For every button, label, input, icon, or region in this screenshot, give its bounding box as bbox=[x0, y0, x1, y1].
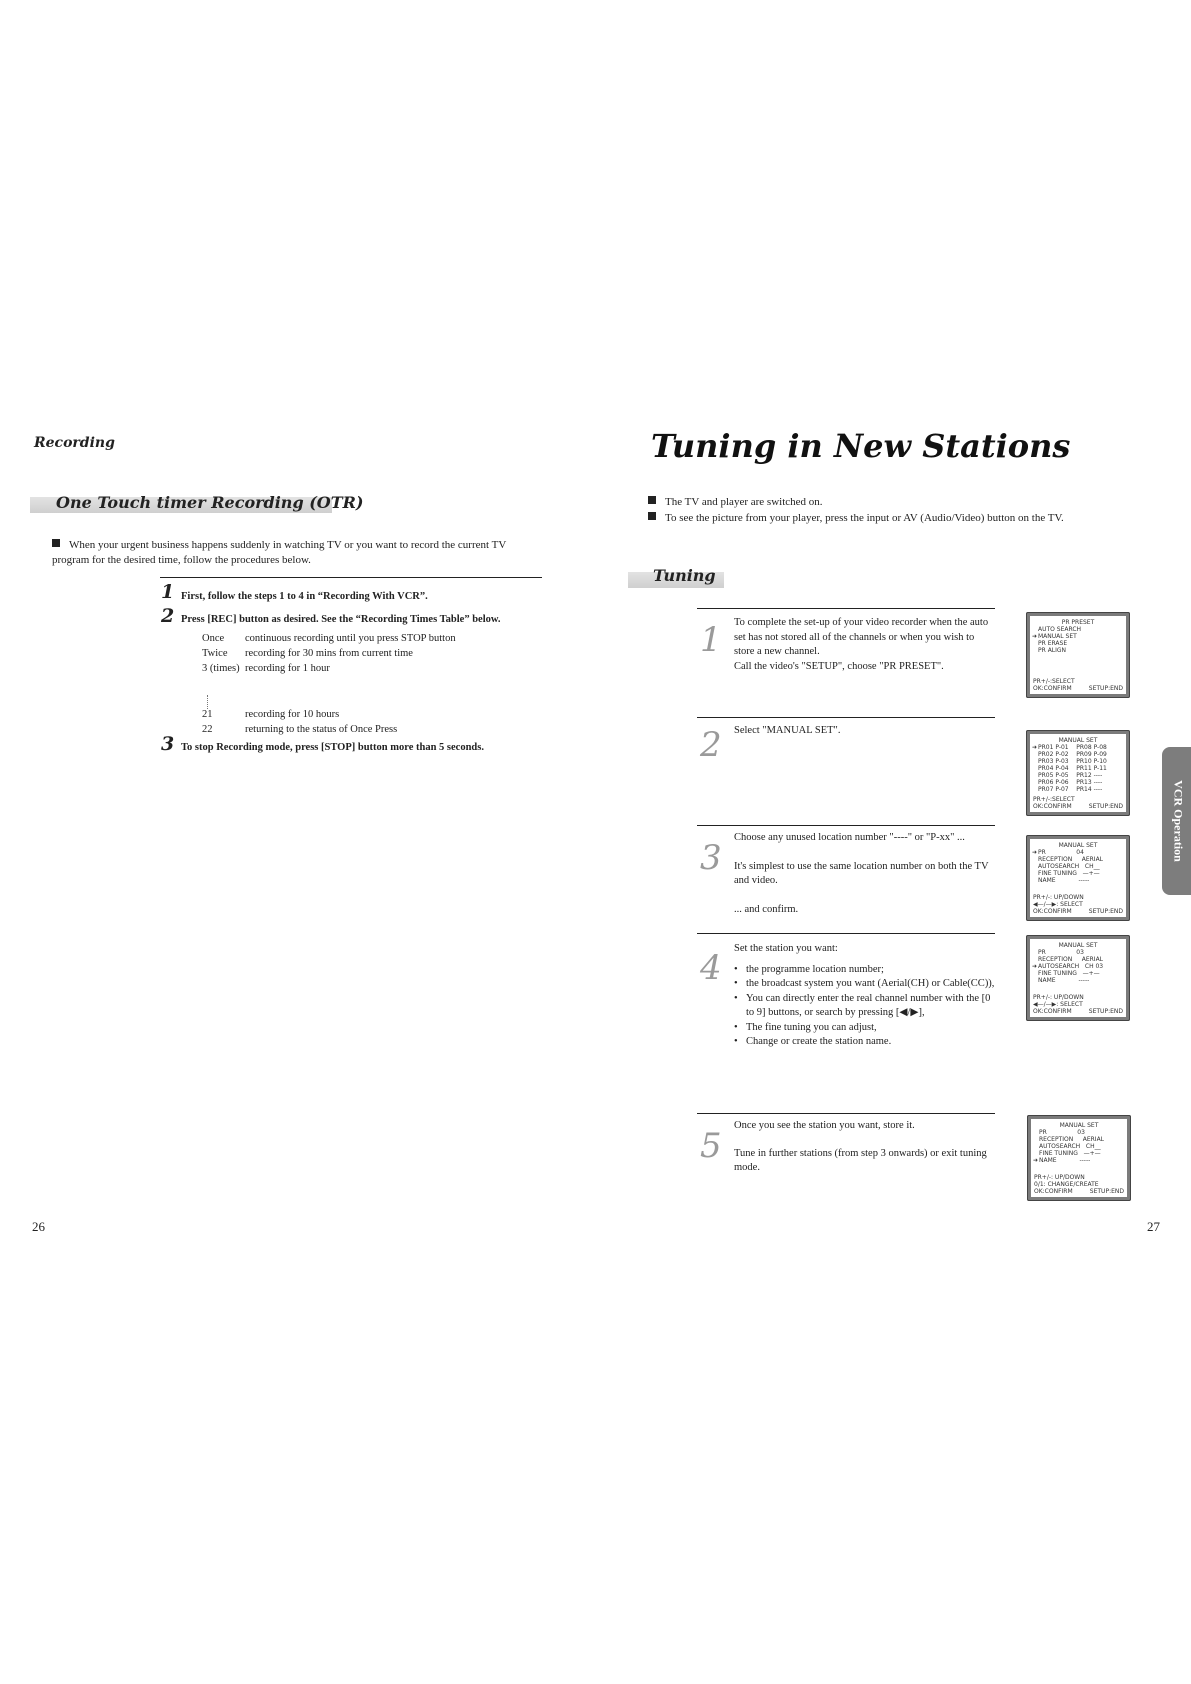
step-5-body bbox=[734, 1119, 996, 1176]
intro-bullet bbox=[648, 511, 1168, 526]
step-2-para: Select "MANUAL SET". bbox=[734, 725, 841, 736]
osd-menu-line bbox=[1031, 1136, 1127, 1143]
osd-screen-manual-set-name bbox=[1027, 1115, 1131, 1201]
arrow-right-icon: ➜ bbox=[1032, 744, 1038, 751]
osd-display bbox=[1031, 1119, 1127, 1197]
press-count: Once bbox=[202, 633, 225, 644]
page-number-right: 27 bbox=[1147, 1219, 1160, 1234]
step-1-body bbox=[734, 616, 996, 674]
osd-line-text: RECEPTION AERIAL bbox=[1038, 956, 1104, 963]
osd-footer-line: SETUP:END bbox=[1088, 908, 1123, 915]
osd-menu-line bbox=[1031, 1129, 1127, 1136]
osd-footer-line: 0/1: CHANGE/CREATE bbox=[1034, 1181, 1099, 1188]
osd-menu-line bbox=[1031, 1143, 1127, 1150]
section-label: Recording bbox=[34, 435, 115, 451]
osd-menu-line bbox=[1030, 977, 1126, 984]
step-1-para: Call the video's "SETUP", choose "PR PRESET". bbox=[734, 660, 944, 672]
osd-line-text: PR03 P-03 PR10 P-10 bbox=[1038, 758, 1107, 765]
arrow-right-icon: ➜ bbox=[1032, 849, 1038, 856]
osd-menu-line bbox=[1031, 1150, 1127, 1157]
osd-line-text: PR01 P-01 PR08 P-08 bbox=[1038, 744, 1107, 751]
step-4-list bbox=[734, 963, 996, 1050]
osd-display bbox=[1030, 734, 1126, 812]
osd-menu-line bbox=[1030, 786, 1126, 793]
press-desc: returning to the status of Once Press bbox=[245, 724, 398, 735]
osd-line-text: PR04 P-04 PR11 P-11 bbox=[1038, 765, 1107, 772]
divider bbox=[697, 717, 995, 718]
press-desc: continuous recording until you press STOP button bbox=[245, 633, 456, 644]
osd-menu-line bbox=[1030, 647, 1126, 654]
osd-screen-manual-set-list bbox=[1026, 730, 1130, 816]
osd-footer bbox=[1033, 994, 1123, 1015]
osd-line-text: RECEPTION AERIAL bbox=[1038, 856, 1104, 863]
otr-intro bbox=[52, 538, 522, 568]
list-item: • the programme location number; bbox=[744, 963, 996, 978]
side-tab-label: VCR Operation bbox=[1171, 780, 1186, 862]
page-title: Tuning in New Stations bbox=[651, 427, 1071, 465]
osd-menu-line bbox=[1030, 970, 1126, 977]
osd-menu-line bbox=[1030, 758, 1126, 765]
step-4-intro: Set the station you want: bbox=[734, 943, 838, 954]
list-item: • the broadcast system you want (Aerial(CH) or Cable(CC)), bbox=[744, 977, 996, 992]
osd-footer bbox=[1034, 1174, 1124, 1195]
divider bbox=[697, 1113, 995, 1114]
osd-menu-line bbox=[1030, 963, 1126, 970]
osd-line-text: RECEPTION AERIAL bbox=[1039, 1136, 1105, 1143]
divider bbox=[697, 608, 995, 609]
osd-line-text: NAME ----- bbox=[1038, 977, 1090, 984]
otr-step-3-text: To stop Recording mode, press [STOP] button more than 5 seconds. bbox=[181, 742, 484, 753]
otr-step-3-number: 3 bbox=[161, 733, 175, 755]
osd-menu-line bbox=[1031, 1157, 1127, 1164]
arrow-right-icon: ➜ bbox=[1032, 963, 1038, 970]
osd-footer-line: OK:CONFIRM bbox=[1033, 685, 1072, 692]
osd-title: MANUAL SET bbox=[1058, 842, 1098, 849]
step-4-body bbox=[734, 942, 996, 1050]
press-desc: recording for 10 hours bbox=[245, 709, 340, 720]
intro-bullet bbox=[648, 495, 1168, 510]
otr-heading: One Touch timer Recording (OTR) bbox=[56, 493, 364, 512]
osd-line-text: MANUAL SET bbox=[1038, 633, 1077, 640]
step-3-body bbox=[734, 831, 996, 917]
osd-footer-line: OK:CONFIRM bbox=[1033, 803, 1072, 810]
divider bbox=[160, 577, 542, 578]
step-1-para: To complete the set-up of your video recorder when the auto set has not stored all of the channels or when you wish to store a new channel. bbox=[734, 617, 989, 657]
step-5-para: Tune in further stations (from step 3 onwards) or exit tuning mode. bbox=[734, 1147, 987, 1173]
bullet-square-icon bbox=[648, 496, 656, 504]
osd-line-text: PR07 P-07 PR14 ---- bbox=[1038, 786, 1103, 793]
osd-menu-line bbox=[1030, 772, 1126, 779]
osd-menu-line bbox=[1030, 765, 1126, 772]
intro-bullet-text: To see the picture from your player, press the input or AV (Audio/Video) button on the TV. bbox=[665, 512, 1064, 524]
tuning-heading: Tuning bbox=[653, 566, 716, 585]
osd-menu-line bbox=[1030, 949, 1126, 956]
osd-footer-line: PR+/-: UP/DOWN bbox=[1033, 894, 1084, 901]
osd-line-text: AUTOSEARCH CH 03 bbox=[1038, 963, 1104, 970]
osd-line-text: FINE TUNING —+— bbox=[1038, 970, 1100, 977]
step-3-para: It's simplest to use the same location number on both the TV and video. bbox=[734, 860, 989, 886]
step-2-number: 2 bbox=[700, 725, 722, 765]
osd-menu-line bbox=[1030, 870, 1126, 877]
osd-screen-pr-preset bbox=[1026, 612, 1130, 698]
step-4-number: 4 bbox=[700, 948, 722, 988]
osd-footer-line: PR+/-:SELECT bbox=[1033, 678, 1075, 685]
osd-line-text: PR05 P-05 PR12 ---- bbox=[1038, 772, 1103, 779]
osd-footer-line: OK:CONFIRM bbox=[1033, 908, 1072, 915]
osd-menu-line bbox=[1030, 863, 1126, 870]
osd-menu-line bbox=[1030, 856, 1126, 863]
osd-footer-line: OK:CONFIRM bbox=[1034, 1188, 1073, 1195]
step-3-para: Choose any unused location number "----" or "P-xx" ... bbox=[734, 832, 965, 843]
step-2-body bbox=[734, 724, 996, 739]
otr-step-1-text: First, follow the steps 1 to 4 in “Recording With VCR”. bbox=[181, 591, 428, 602]
press-count: 3 (times) bbox=[202, 663, 240, 674]
osd-line-text: PR ERASE bbox=[1038, 640, 1068, 647]
osd-display bbox=[1030, 839, 1126, 917]
osd-title: MANUAL SET bbox=[1058, 737, 1098, 744]
osd-footer-line: ◀—/—▶: SELECT bbox=[1033, 901, 1083, 908]
press-count: Twice bbox=[202, 648, 228, 659]
osd-display bbox=[1030, 939, 1126, 1017]
osd-footer bbox=[1033, 894, 1123, 915]
osd-footer bbox=[1033, 678, 1123, 692]
osd-menu-line bbox=[1030, 626, 1126, 633]
osd-footer-line: SETUP:END bbox=[1089, 1188, 1124, 1195]
list-item: • The fine tuning you can adjust, bbox=[744, 1021, 996, 1036]
osd-footer-line: ◀—/—▶: SELECT bbox=[1033, 1001, 1083, 1008]
osd-menu-line bbox=[1030, 849, 1126, 856]
osd-display bbox=[1030, 616, 1126, 694]
otr-step-2-text: Press [REC] button as desired. See the “Recording Times Table” below. bbox=[181, 614, 501, 625]
arrow-right-icon: ➜ bbox=[1032, 633, 1038, 640]
osd-line-text: PR02 P-02 PR09 P-09 bbox=[1038, 751, 1107, 758]
bullet-square-icon bbox=[648, 512, 656, 520]
osd-footer-line: SETUP:END bbox=[1088, 1008, 1123, 1015]
osd-menu-line bbox=[1030, 633, 1126, 640]
osd-title: PR PRESET bbox=[1061, 619, 1095, 626]
osd-footer-line: PR+/-:SELECT bbox=[1033, 796, 1075, 803]
press-count: 21 bbox=[202, 709, 213, 720]
osd-line-text: NAME ----- bbox=[1038, 877, 1090, 884]
press-desc: recording for 30 mins from current time bbox=[245, 648, 413, 659]
osd-title: MANUAL SET bbox=[1058, 942, 1098, 949]
list-item: • Change or create the station name. bbox=[744, 1035, 996, 1050]
osd-line-text: AUTOSEARCH CH__ bbox=[1038, 863, 1100, 870]
osd-menu-line bbox=[1030, 877, 1126, 884]
side-tab bbox=[1162, 747, 1191, 895]
osd-footer-line: SETUP:END bbox=[1088, 803, 1123, 810]
osd-line-text: FINE TUNING —+— bbox=[1039, 1150, 1101, 1157]
page-number-left: 26 bbox=[32, 1219, 45, 1234]
osd-line-text: AUTOSEARCH CH__ bbox=[1039, 1143, 1101, 1150]
osd-menu-line bbox=[1030, 956, 1126, 963]
osd-line-text: NAME ----- bbox=[1039, 1157, 1091, 1164]
osd-footer bbox=[1033, 796, 1123, 810]
step-5-number: 5 bbox=[700, 1126, 722, 1166]
osd-footer-line: PR+/-: UP/DOWN bbox=[1033, 994, 1084, 1001]
osd-menu-line bbox=[1030, 640, 1126, 647]
osd-screen-manual-set-pr04 bbox=[1026, 835, 1130, 921]
press-count: 22 bbox=[202, 724, 213, 735]
osd-line-text: PR 03 bbox=[1038, 949, 1084, 956]
divider bbox=[697, 933, 995, 934]
otr-intro-text: When your urgent business happens suddenly in watching TV or you want to record the current TV program for the desired time, follow the procedures below. bbox=[52, 539, 507, 566]
osd-footer-line: PR+/-: UP/DOWN bbox=[1034, 1174, 1085, 1181]
osd-title: MANUAL SET bbox=[1059, 1122, 1099, 1129]
otr-step-2-number: 2 bbox=[161, 605, 175, 627]
arrow-right-icon: ➜ bbox=[1033, 1157, 1039, 1164]
bullet-square-icon bbox=[52, 539, 60, 547]
osd-line-text: AUTO SEARCH bbox=[1038, 626, 1082, 633]
osd-screen-manual-set-autosearch bbox=[1026, 935, 1130, 1021]
osd-line-text: FINE TUNING —+— bbox=[1038, 870, 1100, 877]
step-5-para: Once you see the station you want, store it. bbox=[734, 1120, 915, 1131]
osd-footer-line: SETUP:END bbox=[1088, 685, 1123, 692]
osd-footer-line: OK:CONFIRM bbox=[1033, 1008, 1072, 1015]
step-1-number: 1 bbox=[700, 620, 722, 660]
osd-line-text: PR06 P-06 PR13 ---- bbox=[1038, 779, 1103, 786]
intro-bullet-text: The TV and player are switched on. bbox=[665, 496, 823, 508]
osd-line-text: PR ALIGN bbox=[1038, 647, 1067, 654]
osd-line-text: PR 04 bbox=[1038, 849, 1084, 856]
osd-menu-line bbox=[1030, 779, 1126, 786]
step-3-para: ... and confirm. bbox=[734, 903, 799, 915]
press-desc: recording for 1 hour bbox=[245, 663, 330, 674]
divider bbox=[697, 825, 995, 826]
step-3-number: 3 bbox=[700, 838, 722, 878]
osd-menu-line bbox=[1030, 744, 1126, 751]
osd-line-text: PR 03 bbox=[1039, 1129, 1085, 1136]
otr-step-1-number: 1 bbox=[161, 581, 175, 603]
osd-menu-line bbox=[1030, 751, 1126, 758]
list-item: • You can directly enter the real channel number with the [0 to 9] buttons, or search by pressing [◀/▶], bbox=[744, 992, 996, 1021]
